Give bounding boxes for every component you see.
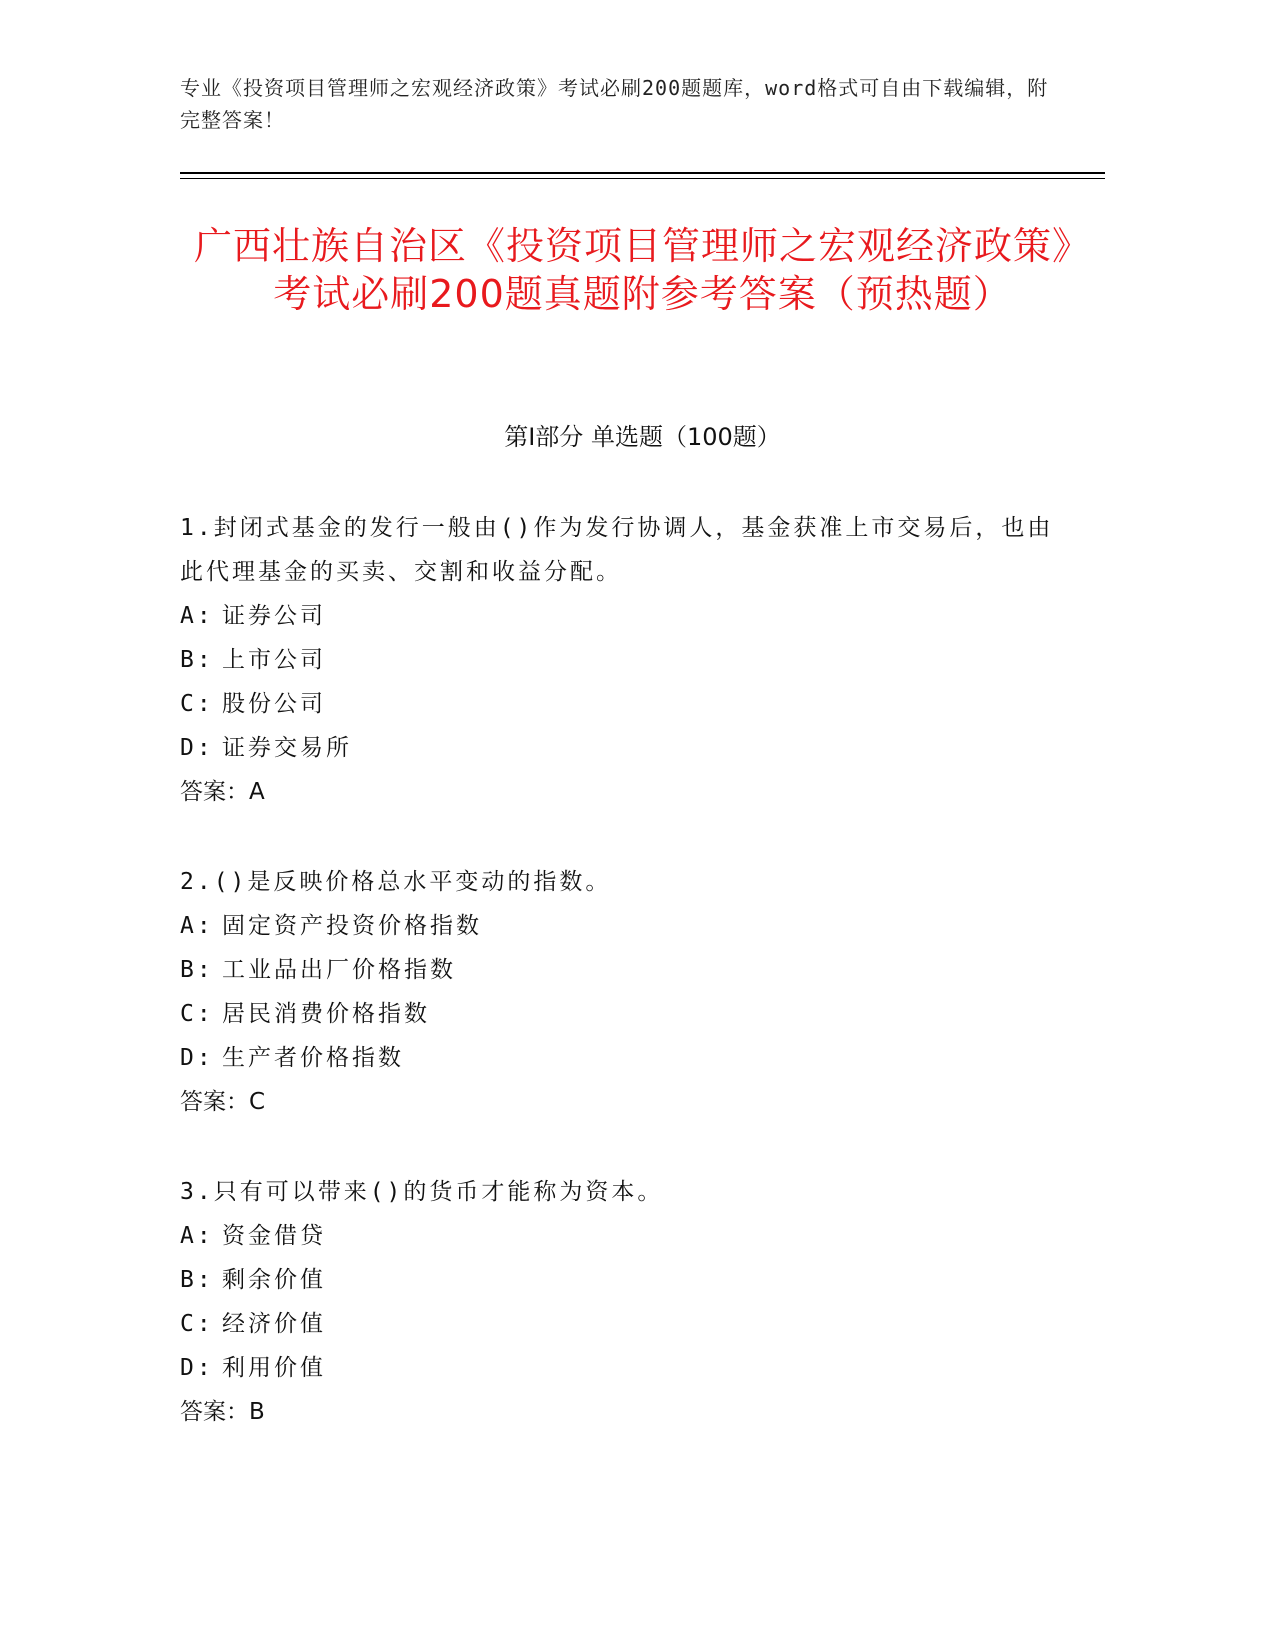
document-title: 广西壮族自治区《投资项目管理师之宏观经济政策》考试必刷200题真题附参考答案（预热题） (193, 224, 1091, 316)
question-2 (180, 860, 1060, 1124)
option-text: 证券公司 (222, 603, 326, 629)
option-text: 生产者价格指数 (222, 1045, 404, 1071)
option-key: B: (180, 1267, 214, 1293)
question-stem: 3.只有可以带来()的货币才能称为资本。 (180, 1179, 664, 1205)
option-text: 工业品出厂价格指数 (222, 957, 456, 983)
option-key: A: (180, 913, 214, 939)
option-key: D: (180, 1355, 214, 1381)
option-d (180, 1346, 1060, 1390)
option-text: 固定资产投资价格指数 (222, 913, 482, 939)
option-text: 剩余价值 (222, 1267, 326, 1293)
option-text: 股份公司 (222, 691, 326, 717)
question-stem: 1.封闭式基金的发行一般由()作为发行协调人，基金获准上市交易后，也由此代理基金的买卖、交割和收益分配。 (180, 515, 1054, 585)
option-c (180, 682, 1060, 726)
option-text: 上市公司 (222, 647, 326, 673)
option-key: D: (180, 1045, 214, 1071)
option-a (180, 904, 1060, 948)
question-3 (180, 1170, 1060, 1434)
option-c (180, 1302, 1060, 1346)
option-d (180, 1036, 1060, 1080)
header-note: 专业《投资项目管理师之宏观经济政策》考试必刷200题题库，word格式可自由下载编辑，附完整答案！ (180, 76, 1049, 132)
option-text: 资金借贷 (222, 1223, 326, 1249)
option-text: 经济价值 (222, 1311, 326, 1337)
option-key: D: (180, 735, 214, 761)
option-text: 利用价值 (222, 1355, 326, 1381)
answer-line: 答案：C (180, 1089, 266, 1115)
question-1 (180, 506, 1060, 814)
option-key: B: (180, 647, 214, 673)
option-b (180, 638, 1060, 682)
option-key: C: (180, 691, 214, 717)
option-key: A: (180, 1223, 214, 1249)
section-heading: 第I部分 单选题（100题） (504, 423, 781, 451)
answer-line: 答案：B (180, 1399, 265, 1425)
question-list (180, 506, 1060, 1480)
header-rule-thick (180, 172, 1105, 174)
option-c (180, 992, 1060, 1036)
option-a (180, 1214, 1060, 1258)
option-b (180, 948, 1060, 992)
option-text: 证券交易所 (222, 735, 352, 761)
option-key: C: (180, 1311, 214, 1337)
question-stem: 2.()是反映价格总水平变动的指数。 (180, 869, 612, 895)
answer-line: 答案：A (180, 779, 265, 805)
option-key: B: (180, 957, 214, 983)
option-d (180, 726, 1060, 770)
option-key: A: (180, 603, 214, 629)
option-text: 居民消费价格指数 (222, 1001, 430, 1027)
option-b (180, 1258, 1060, 1302)
option-key: C: (180, 1001, 214, 1027)
header-rule-thin (180, 178, 1105, 179)
option-a (180, 594, 1060, 638)
